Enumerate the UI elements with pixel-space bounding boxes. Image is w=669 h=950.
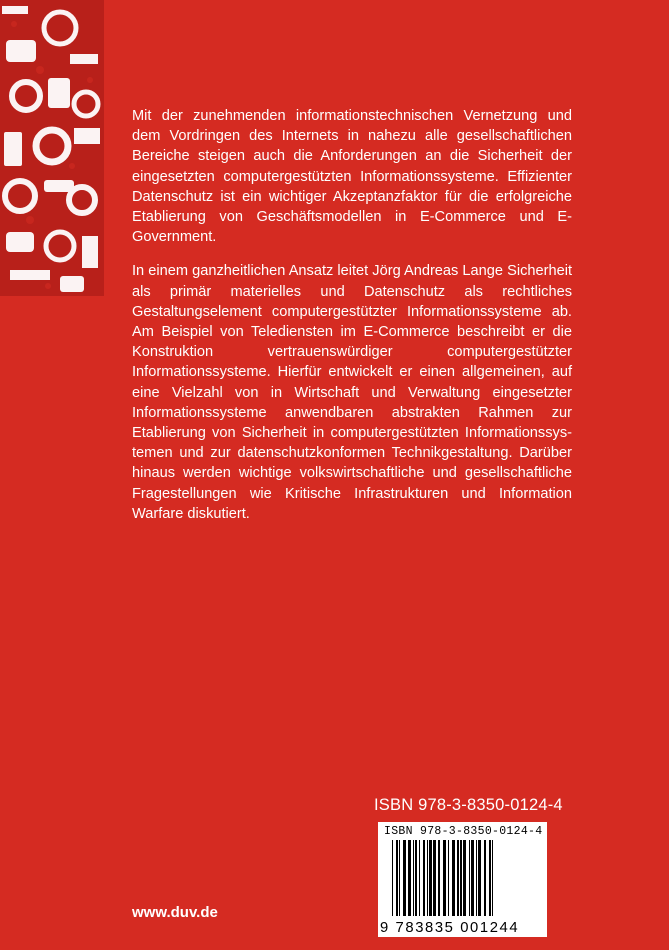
barcode-bar bbox=[469, 840, 470, 916]
barcode-bar bbox=[408, 840, 411, 916]
isbn-label: ISBN 978-3-8350-0124-4 bbox=[374, 796, 563, 814]
barcode-bar bbox=[471, 840, 474, 916]
barcode-bar bbox=[463, 840, 466, 916]
barcode-bar bbox=[438, 840, 440, 916]
barcode-bar bbox=[419, 840, 420, 916]
barcode-bar bbox=[448, 840, 449, 916]
barcode-bar bbox=[429, 840, 432, 916]
barcode-bar bbox=[492, 840, 493, 916]
barcode-bar bbox=[460, 840, 462, 916]
barcode-bar bbox=[415, 840, 417, 916]
barcode-bar bbox=[489, 840, 491, 916]
barcode-bars bbox=[382, 840, 543, 916]
barcode-bar bbox=[484, 840, 486, 916]
barcode-bar bbox=[413, 840, 414, 916]
cover-corner-artwork bbox=[0, 0, 104, 296]
barcode-digits: 9 783835 001244 bbox=[380, 920, 520, 936]
barcode-bar bbox=[476, 840, 477, 916]
barcode-bar bbox=[478, 840, 481, 916]
barcode-bar bbox=[423, 840, 425, 916]
barcode-bar bbox=[396, 840, 398, 916]
barcode-isbn-text: ISBN 978-3-8350-0124-4 bbox=[384, 825, 543, 838]
barcode-bar bbox=[443, 840, 446, 916]
barcode-bar bbox=[427, 840, 428, 916]
blurb-paragraph-2: In einem ganzheitlichen Ansatz leitet Jörg Andreas Lange Sicherheit als primär materielles und Datenschutz als rechtliches Gestaltungselement computergestützter Informationssysteme ab. Am Beispiel von Telediensten im E-Commerce beschreibt er die Konstruktion vertrauenswürdiger computergestützter Informationssysteme. Hierfür entwickelt er einen allgemeinen, auf eine Vielzahl von in Wirtschaft und Verwaltung eingesetzter Informationssysteme anwendbaren abstrakten Rahmen zur Etablierung von Sicherheit in computergestützten Informationssystemen und zur datenschutzkonformen Technikgestaltung. Darüber hinaus werden wichtige volkswirtschaftliche und gesellschaftliche Fragestellungen wie Kritische Infrastrukturen und Information Warfare diskutiert. bbox=[132, 263, 572, 522]
barcode-bar bbox=[403, 840, 406, 916]
barcode-bar bbox=[457, 840, 459, 916]
barcode-bar bbox=[433, 840, 436, 916]
blurb-paragraph-1: Mit der zunehmenden informationstechnischen Vernetzung und dem Vordringen des Internets in nahezu alle gesellschaftlichen Bereiche steigen auch die Anforderungen an die Sicherheit der eingesetzten computergestützten Informationssysteme. Effizienter Datenschutz ist ein wichtiger Akzeptanzfaktor für die erfolgreiche Etablierung von Geschäftsmodellen in E-Commerce und E-Government. bbox=[132, 108, 572, 246]
blurb-text bbox=[132, 106, 572, 538]
publisher-website: www.duv.de bbox=[132, 904, 218, 921]
barcode-bar bbox=[392, 840, 393, 916]
barcode-bar bbox=[452, 840, 455, 916]
barcode-bar bbox=[399, 840, 400, 916]
isbn-barcode bbox=[378, 822, 547, 937]
